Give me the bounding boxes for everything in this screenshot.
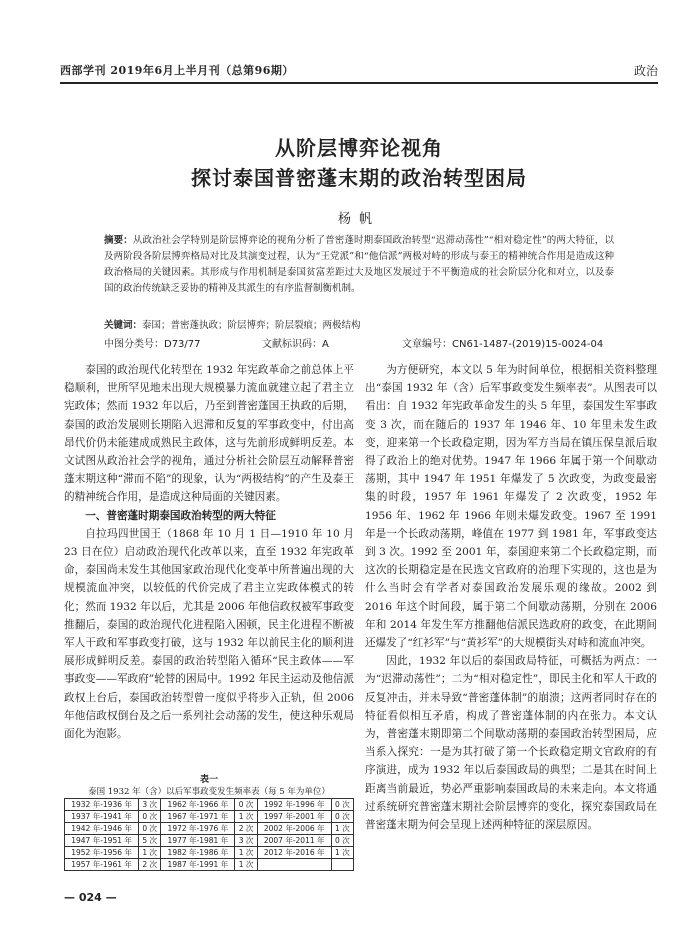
table-cell: 1 次 (235, 859, 257, 871)
table-cell: 2002 年-2006 年 (257, 823, 331, 835)
table-cell: 0 次 (331, 799, 353, 811)
right-column (365, 361, 657, 834)
abstract (104, 233, 614, 297)
section-heading: 一、普密蓬时期泰国政治转型的两大特征 (85, 509, 276, 522)
table-cell (331, 859, 353, 871)
section-label: 政治 (633, 64, 658, 78)
data-table (64, 798, 354, 871)
table-row (65, 835, 354, 847)
table-cell: 2012 年-2016 年 (257, 847, 331, 859)
paragraph: 自拉玛四世国王（1868 年 10 月 1 日—1910 年 10 月 23 日在位）启动政治现代化改革以来，直至 1932 年宪政革命，泰国尚未发生其他国家政治现代化变革中所普遍出现的大规模流血冲突，以较低的代价完成了君主立宪政体模式的转化；然而 1932 年以后，尤其是 2006 年他信政权被军事政变推翻后，泰国的政治现代化进程陷入困顿，民主化进程不断被军人干政和军事政变打破，这与 1932 年以前民主化的顺利进展形成鲜明反差。泰国的政治转型陷入循环“民主政体——军事政变——军政府”轮替的困局中。1992 年民主运动及他信派政权上台后，泰国政治转型曾一度似乎将步入正轨，但 2006 年他信政权倒台及之后一系列社会动荡的发生，使这种乐观局面化为泡影。 (64, 527, 354, 741)
paragraph: 为方便研究，本文以 5 年为时间单位，根据相关资料整理出“泰国 1932 年（含）后军事政变发生频率表”。从图表可以看出：自 1932 年宪政革命发生的头 5 年里，泰国发生军事政变 3 次，而在随后的 1937 年 1946 年、10 年里未发生政变，迎来第一个长政稳定期，因为军方当局在镇压保皇派后取得了政治上的绝对优势。1947 年 1966 年属于第一个间歇动荡期，其中 1947 年 1951 年爆发了 5 次政变，为政变最密集的时段，1957 年 1961 年爆发了 2 次政变，1952 年 1956 年、1962 年 1966 年则未爆发政变。1967 至 1991 年是一个长政动荡期，峰值在 1977 到 1981 年，军事政变达到 3 次。1992 至 2001 年，泰国迎来第二个长政稳定期，而这次的长期稳定是在民选文官政府的治理下实现的，这也是为什么当时会有学者对泰国政治发展乐观的缘故。2002 到 2016 年这个时间段，属于第二个间歇动荡期，分别在 2006 年和 2014 年发生军方推翻他信派民选政府的政变，在此期间还爆发了“红衫军”与“黄衫军”的大规模街头对峙和流血冲突。 (365, 364, 657, 650)
table-cell: 1972 年-1976 年 (161, 823, 235, 835)
table-label: 表一 (199, 775, 218, 785)
table-cell: 1957 年-1961 年 (65, 859, 139, 871)
document-code: 文献标识码：A (262, 339, 329, 350)
clc-number: 中图分类号：D73/77 (104, 339, 201, 350)
table-row (65, 823, 354, 835)
table-cell: 1977 年-1981 年 (161, 835, 235, 847)
running-header (60, 60, 658, 80)
table-cell: 1 次 (235, 811, 257, 823)
table-row (65, 811, 354, 823)
table-cell: 2 次 (139, 859, 161, 871)
table-cell: 1947 年-1951 年 (65, 835, 139, 847)
table-cell: 5 次 (139, 835, 161, 847)
table-cell: 1997 年-2001 年 (257, 811, 331, 823)
left-column (64, 361, 354, 743)
page-number: — 024 — (64, 891, 117, 904)
table-cell: 0 次 (331, 811, 353, 823)
table-cell: 1937 年-1941 年 (65, 811, 139, 823)
table-cell: 0 次 (331, 835, 353, 847)
table-cell: 1987 年-1991 年 (161, 859, 235, 871)
table-row (65, 799, 354, 811)
keywords-text: 泰国；普密蓬执政；阶层博弈；阶层裂痕；两极结构 (142, 320, 361, 331)
table-cell: 1 次 (331, 847, 353, 859)
table-cell: 1932 年-1936 年 (65, 799, 139, 811)
table-row (65, 847, 354, 859)
title-line-2: 探讨泰国普密蓬末期的政治转型困局 (191, 166, 527, 190)
table-cell: 1962 年-1966 年 (161, 799, 235, 811)
table-cell: 1 次 (139, 847, 161, 859)
table-cell: 1942 年-1946 年 (65, 823, 139, 835)
keywords-label: 关键词： (104, 320, 143, 331)
table-cell: 1952 年-1956 年 (65, 847, 139, 859)
table-cell: 1 次 (235, 847, 257, 859)
table-cell: 2 次 (235, 823, 257, 835)
table-cell: 1992 年-1996 年 (257, 799, 331, 811)
keywords (104, 317, 614, 331)
paragraph: 因此，1932 年以后的泰国政局特征，可概括为两点：一为“迟滞动荡性”；二为“相对稳定性”，即民主化和军人干政的反复冲击，并未导致“普密蓬体制”的崩溃；这两者同时存在的特征看似相互矛盾，构成了普密蓬体制的内在张力。本文认为，普密蓬末期即第二个间歇动荡期的泰国政治转型困局，应当系入探究：一是为其打破了第一个长政稳定期文官政府的有序演进，成为 1932 年以后泰国政局的典型；二是其在时间上距离当前最近，势必严重影响泰国政局的未来走向。本文将通过系统研究普密蓬末期社会阶层博弈的变化，探究泰国政局在普密蓬末期为何会呈现上述两种特征的深层原因。 (365, 655, 657, 832)
table-cell: 3 次 (139, 799, 161, 811)
table-cell: 1967 年-1971 年 (161, 811, 235, 823)
table-caption: 泰国 1932 年（含）以后军事政变发生频率表（每 5 年为单位） (88, 787, 330, 797)
paragraph: 泰国的政治现代化转型在 1932 年宪政革命之前总体上平稳顺利，世所罕见地未出现大规模暴力流血就建立起了君主立宪政体；然而 1932 年以后，乃至到普密蓬国王执政的后期，泰国的政治发展则长期陷入迟滞和反复的军事政变中，付出高昂代价仍未能建成成熟民主政体，这与先前形成鲜明反差。本文试图从政治社会学的视角，通过分析社会阶层互动解释普密蓬末期这种“滞而不陷”的现象，认为“两极结构”的产生及泰王的精神统合作用，是造成这种局面的关键因素。 (64, 364, 354, 504)
header-rule (60, 82, 658, 84)
table-cell: 0 次 (235, 799, 257, 811)
table-cell: 2007 年-2011 年 (257, 835, 331, 847)
coup-frequency-table (64, 774, 354, 871)
table-cell: 0 次 (139, 823, 161, 835)
journal-name: 西部学刊 2019年6月上半月刊（总第96期） (60, 64, 294, 77)
author-name: 杨帆 (337, 212, 380, 227)
article-number: 文章编号：CN61-1487-(2019)15-0024-04 (402, 339, 604, 350)
table-cell: 3 次 (235, 835, 257, 847)
table-cell: 1 次 (331, 823, 353, 835)
title-line-1: 从阶层博弈论视角 (275, 136, 443, 160)
table-cell: 0 次 (139, 811, 161, 823)
table-cell: 1982 年-1986 年 (161, 847, 235, 859)
abstract-text: 从政治社会学特别是阶层博弈论的视角分析了普密蓬时期泰国政治转型“迟滞动荡性”“相对稳定性”的两大特征，以及两阶段各阶层博弈格局对比及其演变过程，认为“王党派”和“他信派”两极对峙的形成与泰王的精神统合作用是造成这种政治格局的关键因素。其形成与作用机制是泰国贫富差距过大及地区发展过于不平衡造成的社会阶层分化和对立，以及泰国的政治传统缺乏妥协的精神及其派生的有序监督制衡机制。 (104, 235, 614, 294)
table-row (65, 859, 354, 871)
abstract-label: 摘要： (104, 235, 133, 246)
table-cell (257, 859, 331, 871)
